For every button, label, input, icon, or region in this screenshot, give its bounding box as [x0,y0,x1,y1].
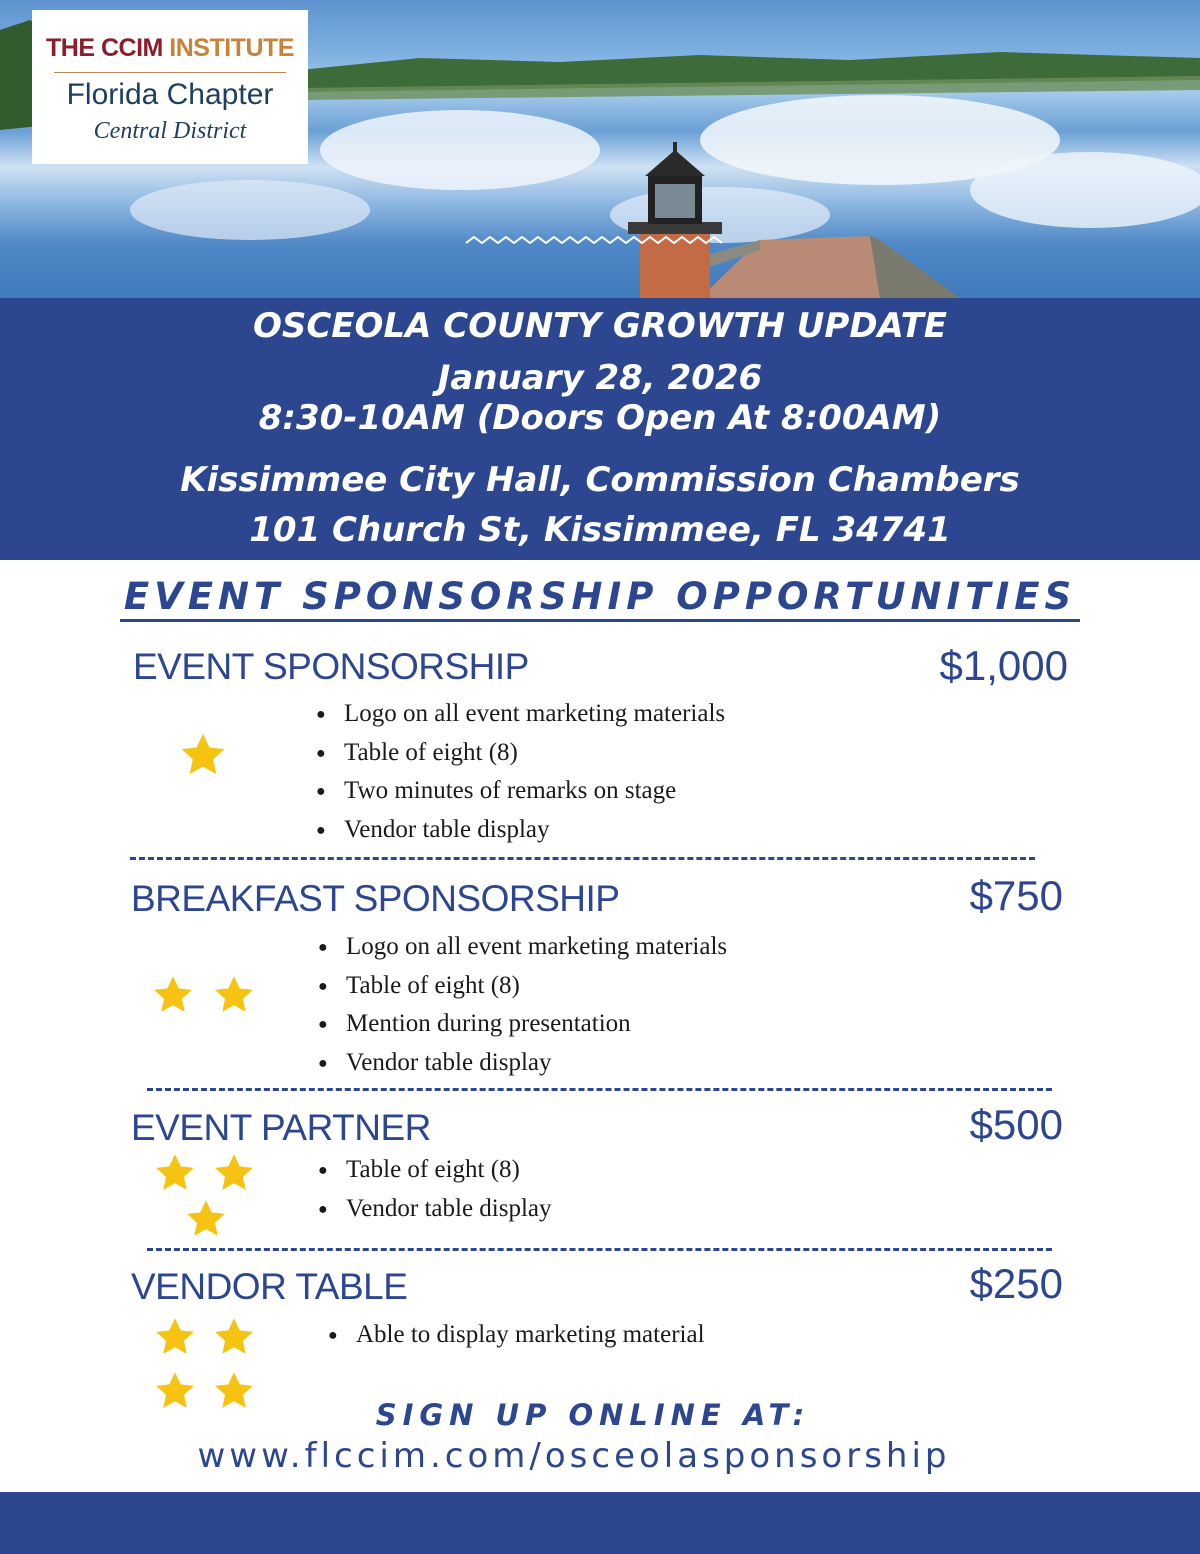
tier-name: BREAKFAST SPONSORSHIP [131,878,620,919]
star-icon [153,1315,197,1359]
tier-perks [316,695,725,849]
tier-price: $1,000 [939,642,1068,689]
event-date: January 28, 2026 [437,358,763,398]
logo-institute-name: THE CCIM INSTITUTE [46,34,294,62]
perk-item: ● Logo on all event marketing materials [318,928,727,967]
event-title: OSCEOLA COUNTY GROWTH UPDATE [252,306,948,346]
tier-name: EVENT SPONSORSHIP [133,646,529,687]
tier-price: $250 [969,1260,1063,1307]
ccim-logo [32,10,308,164]
signup-url[interactable]: www.flccim.com/osceolasponsorship [197,1436,951,1476]
logo-district: Central District [93,118,247,144]
perk-item: ● Table of eight (8) [316,734,725,773]
star-icon [212,1151,256,1195]
star-icon [153,1151,197,1195]
perk-item: ● Able to display marketing material [328,1316,705,1355]
sponsorship-heading: EVENT SPONSORSHIP OPPORTUNITIES [123,575,1077,618]
logo-divider [54,72,286,73]
footer-band [0,1492,1200,1554]
perk-item: ● Vendor table display [318,1190,552,1229]
event-venue: Kissimmee City Hall, Commission Chambers [180,460,1020,500]
perk-item: ● Vendor table display [318,1044,727,1083]
tier-divider [147,1088,1052,1091]
tier-name: VENDOR TABLE [131,1266,408,1307]
header-photo [0,0,1200,298]
tier-price: $750 [969,872,1063,919]
perk-item: ● Logo on all event marketing materials [316,695,725,734]
star-icon [212,1315,256,1359]
heading-underline [120,619,1080,622]
tier-divider [147,1248,1052,1251]
tier-perks [318,1151,552,1228]
event-time: 8:30-10AM (Doors Open At 8:00AM) [258,398,942,438]
tier-divider [130,857,1035,860]
star-icon [151,973,195,1017]
tier-perks [328,1316,705,1355]
perk-item: ● Vendor table display [316,811,725,850]
perk-item: ● Table of eight (8) [318,967,727,1006]
perk-item: ● Mention during presentation [318,1005,727,1044]
star-icon [184,1197,228,1241]
perk-item: ● Two minutes of remarks on stage [316,772,725,811]
tier-perks [318,928,727,1082]
signup-label: SIGN UP ONLINE AT: [375,1398,811,1432]
star-icon [212,973,256,1017]
event-address: 101 Church St, Kissimmee, FL 34741 [249,510,951,550]
event-banner [0,298,1200,560]
perk-item: ● Table of eight (8) [318,1151,552,1190]
tier-price: $500 [969,1101,1063,1148]
logo-chapter: Florida Chapter [66,78,274,111]
star-icon [178,730,228,780]
tier-name: EVENT PARTNER [131,1107,431,1148]
